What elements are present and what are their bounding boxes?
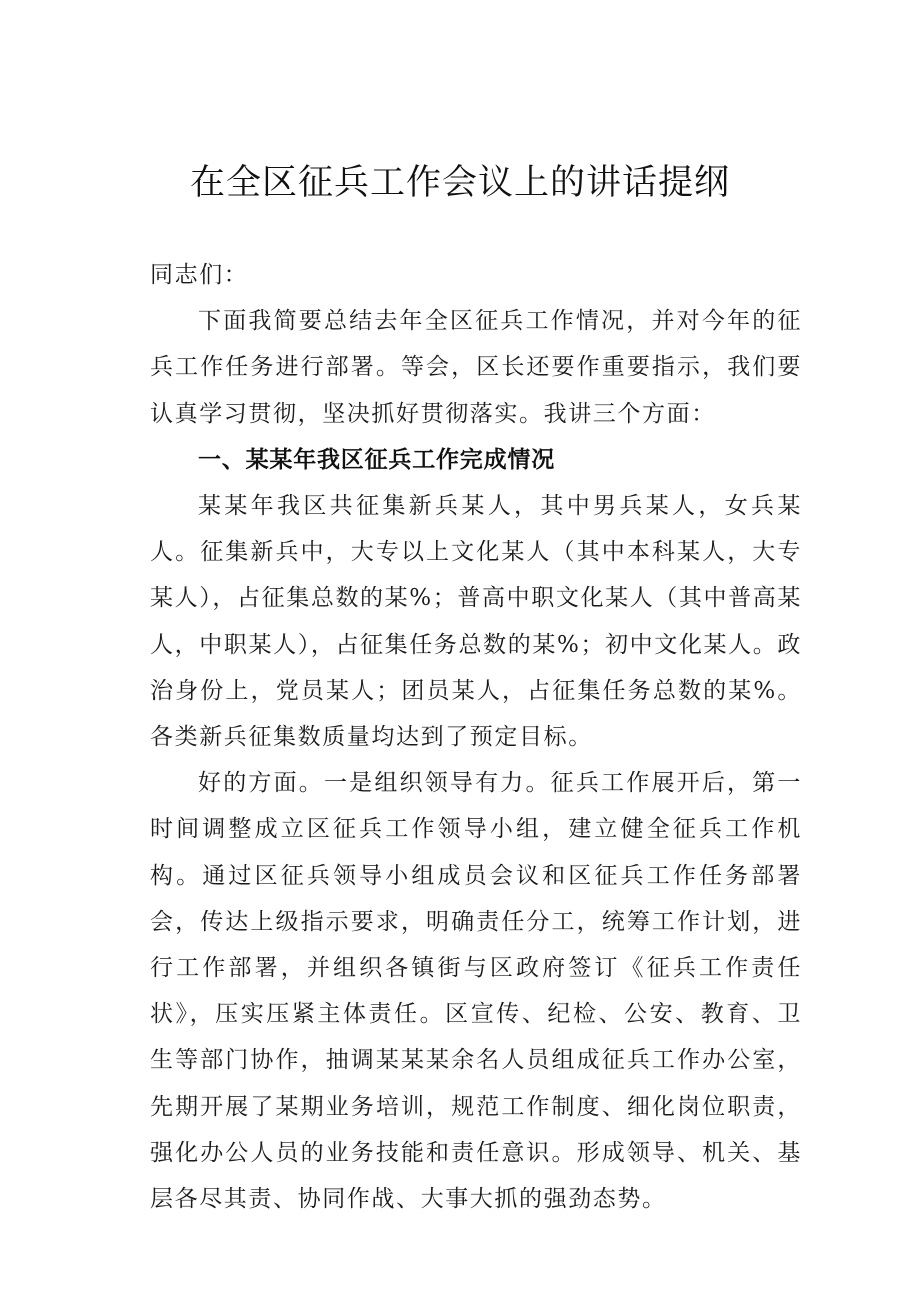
section-1-paragraph-2: 好的方面。一是组织领导有力。征兵工作展开后，第一时间调整成立区征兵工作领导小组，建立健全征兵工作机构。通过区征兵领导小组成员会议和区征兵工作任务部署会，传达上级指示要求，明确责任分工，统筹工作计划，进行工作部署，并组织各镇街与区政府签订《征兵工作责任状》，压实压紧主体责任。区宣传、纪检、公安、教育、卫生等部门协作，抽调某某某余名人员组成征兵工作办公室，先期开展了某期业务培训，规范工作制度、细化岗位职责，强化办公人员的业务技能和责任意识。形成领导、机关、基层各尽其责、协同作战、大事大抓的强劲态势。 bbox=[150, 770, 802, 1213]
document-body bbox=[150, 252, 802, 1222]
section-1-paragraph-1: 某某年我区共征集新兵某人，其中男兵某人，女兵某人。征集新兵中，大专以上文化某人（其中本科某人，大专某人），占征集总数的某%；普高中职文化某人（其中普高某人，中职某人），占征集任务总数的某%；初中文化某人。政治身份上，党员某人；团员某人，占征集任务总数的某%。各类新兵征集数质量均达到了预定目标。 bbox=[150, 493, 802, 751]
intro-paragraph: 下面我简要总结去年全区征兵工作情况，并对今年的征兵工作任务进行部署。等会，区长还要作重要指示，我们要认真学习贯彻，坚决抓好贯彻落实。我讲三个方面： bbox=[150, 308, 802, 427]
salutation: 同志们： bbox=[150, 262, 249, 288]
section-heading-1: 一、某某年我区征兵工作完成情况 bbox=[198, 446, 555, 473]
document-title: 在全区征兵工作会议上的讲话提纲 bbox=[189, 163, 730, 203]
